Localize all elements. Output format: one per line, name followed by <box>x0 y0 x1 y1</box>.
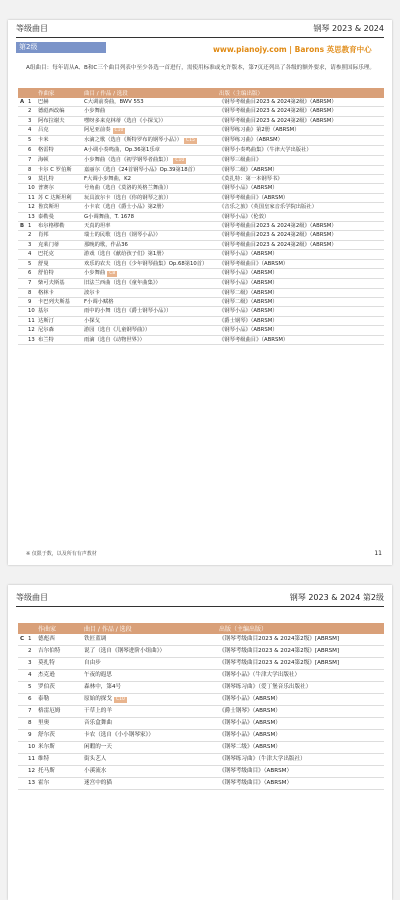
edition-cell: 《钢琴三级曲目》 <box>217 155 384 165</box>
row-number: 13 <box>28 336 35 343</box>
piece-cell: 音乐盒舞曲 <box>82 718 217 730</box>
col-edition: 出版（主编出版） <box>217 623 384 634</box>
piece-cell: 森林中，第4号 <box>82 682 217 694</box>
table-row <box>18 316 384 325</box>
group-label <box>18 754 26 766</box>
table-row <box>18 288 384 297</box>
row-number: 10 <box>28 185 35 192</box>
row-number: 12 <box>26 766 36 778</box>
group-label <box>18 269 26 279</box>
group-label <box>18 165 26 174</box>
row-number: 10 <box>28 308 35 315</box>
composer-cell: 霍尔 <box>36 778 82 790</box>
composer-cell: 托马斯 <box>36 766 82 778</box>
table-row <box>18 184 384 193</box>
table-row <box>18 165 384 174</box>
row-number: 8 <box>26 718 36 730</box>
edition-cell: 《钢琴小品》（ABRSM） <box>217 730 384 742</box>
table-row <box>18 259 384 268</box>
edition-cell: 《钢琴小奏鸣曲集》（牛津大学出版社） <box>217 146 384 155</box>
level-tag: C10 <box>115 697 125 702</box>
group-label <box>18 193 26 202</box>
row-number: 11 <box>28 317 35 324</box>
page-number: 11 <box>374 550 382 557</box>
edition-cell: 《钢琴考级曲目》（ABRSM） <box>217 766 384 778</box>
row-number: 5 <box>26 682 36 694</box>
row-number: 7 <box>26 279 36 288</box>
edition-cell: 《爵士钢琴》（ABRSM） <box>217 316 384 325</box>
row-number: 3 <box>26 116 36 125</box>
edition-cell: 《钢琴考级曲目》（ABRSM） <box>217 193 384 202</box>
edition-cell: 《爵士钢琴》（ABRSM） <box>217 706 384 718</box>
composer-cell: 克莱门蒂 <box>36 240 82 249</box>
table-row <box>18 155 384 165</box>
header-left: 等级曲目 <box>16 593 48 602</box>
table-row <box>18 231 384 240</box>
row-number: 8 <box>26 165 36 174</box>
row-number: 7 <box>26 155 36 165</box>
edition-cell: 《钢琴考级曲目》（ABRSM） <box>217 259 384 268</box>
table-row <box>18 766 384 778</box>
col-composer: 作曲家 <box>36 88 82 98</box>
group-label <box>18 231 26 240</box>
group-label <box>18 288 26 297</box>
row-number: 4 <box>26 126 36 136</box>
group-label <box>18 250 26 259</box>
level-tag: C8 <box>109 271 116 277</box>
table-row <box>18 326 384 335</box>
row-number: 10 <box>26 742 36 754</box>
edition-cell: 《钢琴二级》（ABRSM） <box>217 288 384 297</box>
table-row <box>18 175 384 184</box>
edition-cell: 《钢琴练习曲》（牛津大学出版社） <box>217 754 384 766</box>
group-label <box>18 682 26 694</box>
group-label <box>18 326 26 335</box>
edition-cell: 《钢琴考级曲目2023 & 2024第2级》[ABRSM] <box>217 634 384 646</box>
group-label <box>18 126 26 136</box>
row-number: 4 <box>26 250 36 259</box>
edition-cell: 《钢琴考级曲目》（ABRSM） <box>217 335 384 344</box>
row-number: 1 <box>26 222 36 231</box>
composer-cell: 莫扎特 <box>36 175 82 184</box>
piece-cell: 天真的坦率 <box>82 222 217 231</box>
page-header <box>16 20 384 38</box>
edition-cell: 《钢琴考级曲目》（ABRSM） <box>217 778 384 790</box>
composer-cell: 卡巴列夫斯基 <box>36 297 82 306</box>
row-number: 8 <box>26 288 36 297</box>
level-tag: C15 <box>186 138 195 144</box>
intro-text: A组曲目：每年请从A、B和C三个曲目列表中至少各选一首进行，需使用标准或允许版本，第7页还列出了各级的额外要求，请参照国际乐理。 <box>26 65 375 71</box>
edition-cell: 《钢琴考级曲目2023 & 2024第2级》（ABRSM） <box>217 107 384 116</box>
group-label <box>18 730 26 742</box>
table-row <box>18 754 384 766</box>
piece-cell: 欢乐的农夫（选自《少年钢琴曲集》Op.68第10首） <box>82 259 217 268</box>
table-row <box>18 658 384 670</box>
table-row <box>18 730 384 742</box>
group-label <box>18 107 26 116</box>
table-row <box>18 136 384 146</box>
footnote: ※ 仅限于数，以及所有有声教材 <box>26 551 97 557</box>
composer-cell: 维特 <box>36 754 82 766</box>
piece-cell: A小调小奏鸣曲，Op.36第1乐章 <box>82 146 217 155</box>
composer-cell: 鲁宾斯坦 <box>36 203 82 212</box>
piece-cell: 嘿呀多来克林蒂（选自《小探戈》） <box>82 116 217 125</box>
group-label <box>18 778 26 790</box>
edition-cell: 《钢琴小品》（牛津大学出版社） <box>217 670 384 682</box>
row-number: 5 <box>26 259 36 268</box>
group-label <box>18 694 26 706</box>
row-number: 2 <box>26 107 36 116</box>
composer-cell: 格雷厄姆 <box>36 706 82 718</box>
composer-cell: 布尔格缪勒 <box>36 222 82 231</box>
composer-cell: 阿布拉谢夫 <box>36 116 82 125</box>
edition-cell: 《钢琴考级曲目2023 & 2024第2级》（ABRSM） <box>217 231 384 240</box>
row-number: 6 <box>26 694 36 706</box>
group-label <box>18 240 26 249</box>
group-label <box>18 658 26 670</box>
group-label <box>18 136 26 146</box>
level-tag: C10 <box>114 128 124 134</box>
piece-cell: G小调舞曲，T. 1678 <box>82 212 217 221</box>
composer-cell: 格雷特 <box>36 146 82 155</box>
piece-cell: 小步舞曲 <box>82 107 217 116</box>
composer-cell: 巴托克 <box>36 250 82 259</box>
piece-cell: 游园（选自《儿童钢琴曲》） <box>82 326 217 335</box>
table-row <box>18 146 384 155</box>
group-label <box>18 646 26 658</box>
group-label <box>18 212 26 221</box>
group-label <box>18 670 26 682</box>
composer-cell: 卡尔 C 罗伯斯 <box>36 165 82 174</box>
edition-cell: 《钢琴考级曲目2023 & 2024第2级》（ABRSM） <box>217 222 384 231</box>
table-row <box>18 307 384 316</box>
table-row <box>18 670 384 682</box>
piece-cell: 迷宫中的猫 <box>82 778 217 790</box>
piece-cell: 小卡农（选自《爵士小品》第2册） <box>82 203 217 212</box>
table-row <box>18 107 384 116</box>
composer-cell: 普赛尔 <box>36 184 82 193</box>
edition-cell: 《钢琴小品》（ABRSM） <box>217 326 384 335</box>
header-right: 钢琴 2023 & 2024 第2级 <box>289 593 384 602</box>
edition-cell: 《钢琴小品》（ABRSM） <box>217 694 384 706</box>
edition-cell: 《音乐之旅》（英国皇家音乐学院出版社） <box>217 203 384 212</box>
composer-cell: 莫扎特 <box>36 658 82 670</box>
piece-cell: 街头艺人 <box>82 754 217 766</box>
composer-cell: 吕克 <box>36 126 82 136</box>
piece-cell: 说了（选自《钢琴进阶小组曲》） <box>82 646 217 658</box>
site-banner[interactable]: www.pianojy.com | Barons 英思教育中心 <box>213 45 372 54</box>
piece-cell: F小调小赋格 <box>82 297 217 306</box>
table-row <box>18 742 384 754</box>
group-label: B <box>20 223 25 230</box>
composer-cell: 泰勒 <box>36 694 82 706</box>
edition-cell: 《钢琴二级》（ABRSM） <box>217 742 384 754</box>
group-label <box>18 155 26 165</box>
row-number: 11 <box>28 194 35 201</box>
group-label <box>18 706 26 718</box>
row-number: 2 <box>26 231 36 240</box>
composer-cell: 布兰特 <box>36 335 82 344</box>
table-row <box>18 335 384 344</box>
piece-cell: 嘉丽尔（选自《24首钢琴小品》Op.39第18首） <box>82 165 217 174</box>
composer-cell: 吉尔伯特 <box>36 646 82 658</box>
table-row <box>18 212 384 221</box>
row-number: 9 <box>26 175 36 184</box>
piece-cell: 卡农（选自《小小钢琴家》） <box>82 730 217 742</box>
composer-cell: 肖邦 <box>36 231 82 240</box>
row-number: 7 <box>26 706 36 718</box>
composer-cell: 舒曼 <box>36 259 82 268</box>
row-number: 1 <box>26 634 36 646</box>
row-number: 6 <box>26 146 36 155</box>
edition-cell: 《钢琴练习曲》第2册（ABRSM） <box>217 126 384 136</box>
table-row <box>18 250 384 259</box>
composer-cell: 苏 C 达斯坦利 <box>36 193 82 202</box>
group-label <box>18 175 26 184</box>
edition-cell: 《钢琴小品》（ABRSM） <box>217 718 384 730</box>
edition-cell: 《钢琴练习曲》（ABRSM） <box>217 136 384 146</box>
composer-cell: 德彪西改编 <box>36 107 82 116</box>
row-number: 9 <box>26 297 36 306</box>
group-label: C <box>18 634 26 646</box>
row-number: 4 <box>26 670 36 682</box>
table-row <box>18 634 384 646</box>
table-row <box>18 682 384 694</box>
row-number: 12 <box>28 327 35 334</box>
composer-cell: 德彪西 <box>36 634 82 646</box>
piece-cell: 小步舞曲（选自《初学钢琴者曲集》） C10 <box>82 155 217 165</box>
composer-cell: 海顿 <box>36 155 82 165</box>
table-row <box>18 718 384 730</box>
piece-cell: C大调前奏曲，BWV 553 <box>82 98 217 107</box>
composer-cell: 基尔 <box>36 307 82 316</box>
table-row <box>18 116 384 125</box>
composer-cell: 巴赫 <box>36 98 82 107</box>
group-label: A <box>20 99 25 105</box>
group-label <box>18 766 26 778</box>
piece-cell: 旧法兰西曲（选自《童年曲集》） <box>82 279 217 288</box>
page-header <box>16 589 384 607</box>
edition-cell: 《钢琴小品》（ABRSM） <box>217 269 384 279</box>
piece-cell: 雨中的小舞（选自《爵士钢琴小品》） <box>82 307 217 316</box>
table-row <box>18 646 384 658</box>
row-number: 11 <box>26 754 36 766</box>
group-label <box>18 297 26 306</box>
edition-cell: 《钢琴小品》（伦敦） <box>217 212 384 221</box>
piece-cell: 原始的探戈 C10 <box>82 694 217 706</box>
table-row <box>18 694 384 706</box>
edition-cell: 《钢琴二级》（ABRSM） <box>217 165 384 174</box>
edition-cell: 《钢琴小品》（ABRSM） <box>217 184 384 193</box>
piece-cell: 铁匠蓝调 <box>82 634 217 646</box>
piece-cell: 闲暇的一天 <box>82 742 217 754</box>
composer-cell: 罗伯茨 <box>36 682 82 694</box>
group-label <box>18 184 26 193</box>
piece-cell: 瑞士的民歌（选自《钢琴小品》） <box>82 231 217 240</box>
piece-cell: 午夜的遐思 <box>82 670 217 682</box>
edition-cell: 《钢琴考级曲目2023 & 2024第2级》（ABRSM） <box>217 116 384 125</box>
edition-cell: 《钢琴小品》（ABRSM） <box>217 307 384 316</box>
group-label <box>18 718 26 730</box>
edition-cell: 《钢琴考级曲目2023 & 2024第2级》（ABRSM） <box>217 98 384 107</box>
group-label <box>18 146 26 155</box>
piece-cell: 游戏（选自《献给孩子们》第1册） <box>82 250 217 259</box>
edition-cell: 《钢琴小品》（ABRSM） <box>217 250 384 259</box>
composer-cell: 泰勒曼 <box>36 212 82 221</box>
edition-cell: 《钢琴二级》（ABRSM） <box>217 297 384 306</box>
group-label <box>18 316 26 325</box>
composer-cell: 柴可夫斯基 <box>36 279 82 288</box>
piece-cell: 那晚的歌，作品36 <box>82 240 217 249</box>
table-row <box>18 193 384 202</box>
composer-cell: 里奥 <box>36 718 82 730</box>
composer-cell: 尼尔森 <box>36 326 82 335</box>
piece-cell: 小溪流水 <box>82 766 217 778</box>
table-row <box>18 98 384 107</box>
composer-cell: 达斯汀 <box>36 316 82 325</box>
row-number: 3 <box>26 240 36 249</box>
group-label <box>18 116 26 125</box>
edition-cell: 《莫扎特：第一本钢琴书》 <box>217 175 384 184</box>
composer-cell: 卡米 <box>36 136 82 146</box>
composer-cell: 格林卡 <box>36 288 82 297</box>
edition-cell: 《钢琴小品》（ABRSM） <box>217 279 384 288</box>
composer-cell: 米尔斯 <box>36 742 82 754</box>
piece-cell: 小步舞曲 C8 <box>82 269 217 279</box>
row-number: 9 <box>26 730 36 742</box>
piece-cell: 自由步 <box>82 658 217 670</box>
piece-cell: 波尔卡 <box>82 288 217 297</box>
table-row <box>18 126 384 136</box>
table-row <box>18 297 384 306</box>
group-label <box>18 307 26 316</box>
edition-cell: 《钢琴考级曲目2023 & 2024第2级》[ABRSM] <box>217 658 384 670</box>
table-row <box>18 269 384 279</box>
row-number: 3 <box>26 658 36 670</box>
group-label <box>18 259 26 268</box>
composer-cell: 杰克逊 <box>36 670 82 682</box>
group-label <box>18 279 26 288</box>
table-row <box>18 279 384 288</box>
col-edition: 出版（主编出版） <box>217 88 384 98</box>
piece-cell: 阿尼亚前奏 C10 <box>82 126 217 136</box>
table-row <box>18 240 384 249</box>
repertoire-table <box>18 88 384 345</box>
score-page-2 <box>8 585 392 900</box>
piece-cell: F大调小步舞曲，K2 <box>82 175 217 184</box>
edition-cell: 《钢琴考级曲目2023 & 2024第2级》[ABRSM] <box>217 646 384 658</box>
col-composer: 作曲家 <box>36 623 82 634</box>
table-row <box>18 706 384 718</box>
row-number: 1 <box>26 98 36 107</box>
row-number: 12 <box>28 204 35 211</box>
level-tag: C10 <box>175 157 185 163</box>
row-number: 13 <box>26 778 36 790</box>
group-label <box>18 335 26 344</box>
piece-cell: 雨滴（选自《动物世界》） <box>82 335 217 344</box>
repertoire-table <box>18 623 384 790</box>
composer-cell: 舒尔茨 <box>36 730 82 742</box>
group-label <box>18 203 26 212</box>
table-row <box>18 778 384 790</box>
header-right: 钢琴 2023 & 2024 <box>313 24 384 33</box>
row-number: 2 <box>26 646 36 658</box>
section-tab: 第2级 <box>16 42 106 53</box>
table-header <box>18 623 384 634</box>
score-page-1 <box>8 20 392 565</box>
row-number: 13 <box>28 213 35 220</box>
row-number: 5 <box>26 136 36 146</box>
piece-cell: 水滴之歌（选自《斯特罗布的钢琴小品》） C15 <box>82 136 217 146</box>
table-header <box>18 88 384 98</box>
table-row <box>18 222 384 231</box>
table-row <box>18 203 384 212</box>
edition-cell: 《钢琴练习曲》（爱丁堡音乐出版社） <box>217 682 384 694</box>
piece-cell: 号角曲（选自《莫洛的英格兰舞曲》） <box>82 184 217 193</box>
edition-cell: 《钢琴考级曲目2023 & 2024第2级》（ABRSM） <box>217 240 384 249</box>
composer-cell: 舒伯特 <box>36 269 82 279</box>
piece-cell: 小探戈 <box>82 316 217 325</box>
piece-cell: 玩具波尔卡（选自《你的钢琴之旅》） <box>82 193 217 202</box>
group-label <box>18 742 26 754</box>
piece-cell: 干草上的羊 <box>82 706 217 718</box>
header-left: 等级曲目 <box>16 24 48 33</box>
col-piece: 曲目 / 作品 / 选段 <box>82 623 217 634</box>
col-piece: 曲目 / 作品 / 选段 <box>82 88 217 98</box>
row-number: 6 <box>26 269 36 279</box>
